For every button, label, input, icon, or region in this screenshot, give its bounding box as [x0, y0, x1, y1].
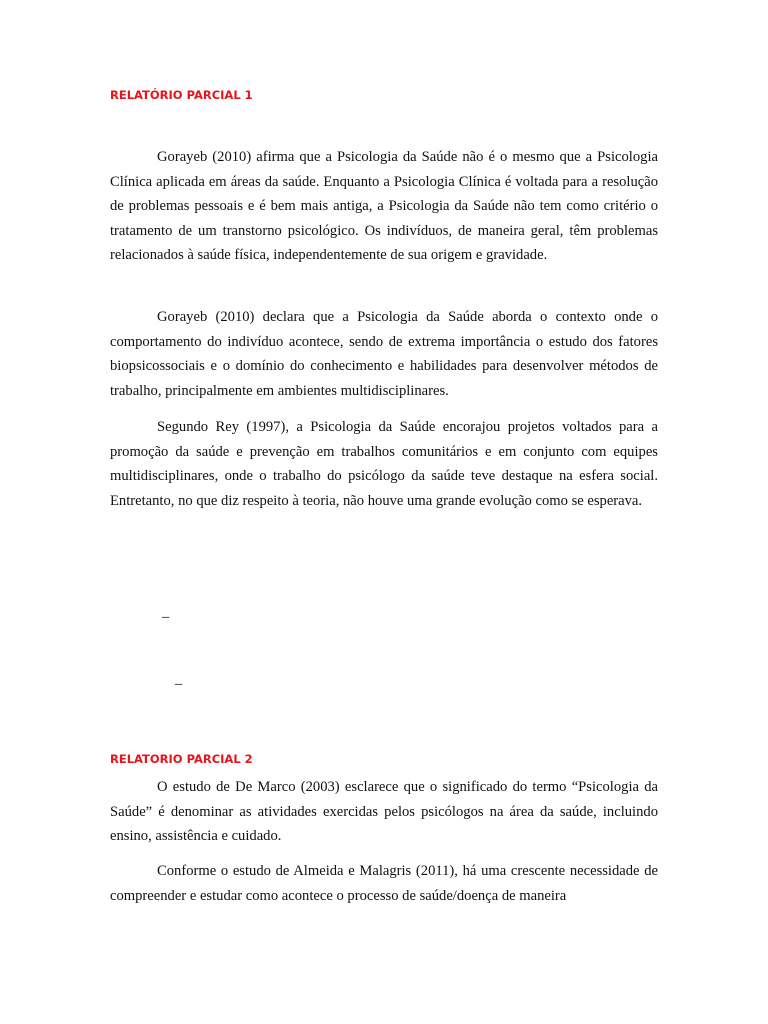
section-2-paragraph-2: Conforme o estudo de Almeida e Malagris (2011), há uma crescente necessidade de compreender e estudar como acontece o processo de saúde/doença de maneira — [110, 863, 658, 904]
section-1-paragraph-2: Gorayeb (2010) declara que a Psicologia da Saúde aborda o contexto onde o comportamento do indivíduo acontece, sendo de extrema importância o estudo dos fatores biopsicossociais e o domínio do conhecimento e habilidades para desenvolver métodos de trabalho, principalmente em ambientes multidisciplinares. — [110, 309, 658, 399]
section-1-paragraph-3: Segundo Rey (1997), a Psicologia da Saúde encorajou projetos voltados para a promoção da saúde e prevenção em trabalhos comunitários e em conjunto com equipes multidisciplinares, onde o trabalho do psicólogo da saúde teve destaque na esfera social. Entretanto, no que diz respeito à teoria, não houve uma grande evolução como se esperava. — [110, 419, 658, 509]
section-2-heading: RELATORIO PARCIAL 2 — [110, 752, 253, 766]
dash-mark-1: _ — [162, 604, 170, 620]
section-2-paragraph-1: O estudo de De Marco (2003) esclarece que o significado do termo “Psicologia da Saúde” é denominar as atividades exercidas pelos psicólogos na área da saúde, incluindo ensino, assistência e cuidado. — [110, 779, 658, 845]
section-1-paragraph-1: Gorayeb (2010) afirma que a Psicologia da Saúde não é o mesmo que a Psicologia Clínica aplicada em áreas da saúde. Enquanto a Psicologia Clínica é voltada para a resolução de problemas pessoais e é bem mais antiga, a Psicologia da Saúde não tem como critério o tratamento de um transtorno psicológico. Os indivíduos, de maneira geral, têm problemas relacionados à saúde física, independentemente de sua origem e gravidade. — [110, 149, 658, 264]
section-1-heading: RELATÓRIO PARCIAL 1 — [110, 88, 253, 102]
dash-mark-2: _ — [175, 671, 183, 687]
